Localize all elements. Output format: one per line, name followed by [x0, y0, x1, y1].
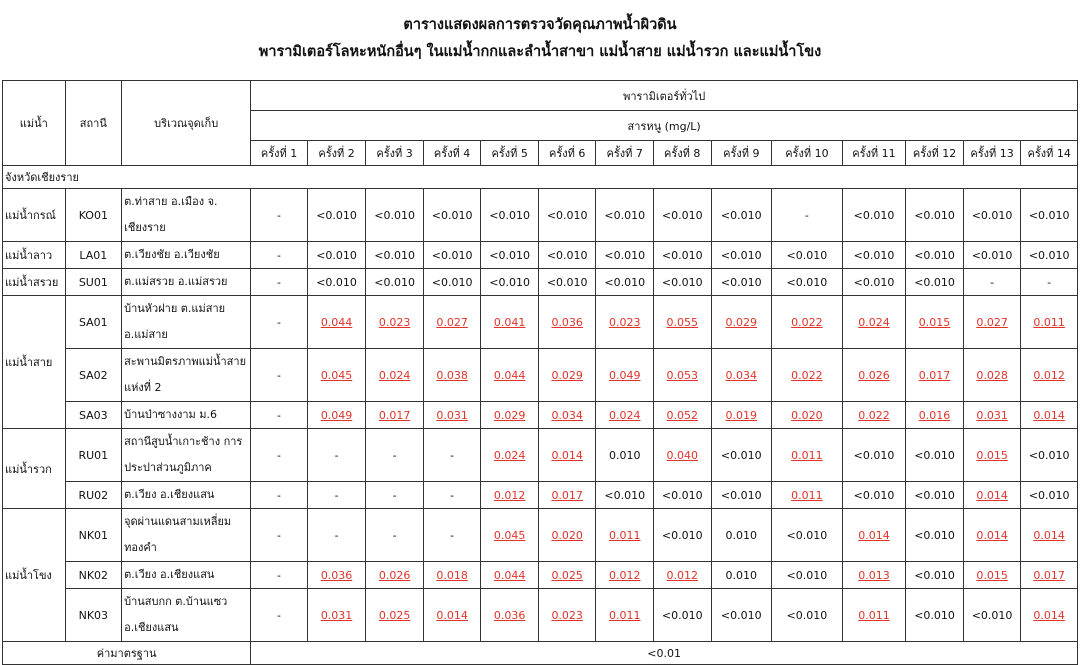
station-location: สะพานมิตรภาพแม่น้ำสายแห่งที่ 2 [122, 349, 251, 402]
header-round-10: ครั้งที่ 10 [772, 141, 843, 166]
value-cell: <0.010 [772, 509, 843, 562]
value-cell: 0.014 [423, 589, 481, 642]
value-cell: 0.026 [366, 562, 424, 589]
value-cell: 0.015 [906, 296, 964, 349]
station-code: NK03 [65, 589, 122, 642]
value-cell: <0.010 [842, 242, 906, 269]
station-location: จุดผ่านแดนสามเหลี่ยมทองคำ [122, 509, 251, 562]
value-cell: <0.010 [711, 269, 772, 296]
value-cell: <0.010 [423, 269, 481, 296]
value-cell: - [251, 269, 308, 296]
value-cell: - [366, 509, 424, 562]
value-cell: 0.011 [1021, 296, 1078, 349]
station-code: KO01 [65, 189, 122, 242]
standard-row [3, 642, 1078, 665]
value-cell: 0.013 [842, 562, 906, 589]
value-cell: 0.011 [772, 482, 843, 509]
value-cell: <0.010 [481, 269, 539, 296]
river-name: แม่น้ำกรณ์ [3, 189, 66, 242]
station-location: ต.เวียงชัย อ.เวียงชัย [122, 242, 251, 269]
province-label: จังหวัดเชียงราย [3, 166, 1078, 189]
value-cell: <0.010 [596, 242, 654, 269]
station-code: NK02 [65, 562, 122, 589]
value-cell: <0.010 [842, 429, 906, 482]
value-cell: 0.044 [481, 349, 539, 402]
value-cell: <0.010 [481, 189, 539, 242]
value-cell: <0.010 [596, 189, 654, 242]
value-cell: <0.010 [772, 589, 843, 642]
header-general-params: พารามิเตอร์ทั่วไป [251, 81, 1078, 111]
value-cell: 0.014 [538, 429, 596, 482]
value-cell: <0.010 [711, 189, 772, 242]
value-cell: - [251, 562, 308, 589]
value-cell: - [251, 349, 308, 402]
value-cell: 0.012 [596, 562, 654, 589]
value-cell: - [307, 509, 366, 562]
value-cell: <0.010 [711, 242, 772, 269]
value-cell: <0.010 [842, 189, 906, 242]
value-cell: 0.011 [772, 429, 843, 482]
table-row [3, 296, 1078, 349]
header-round-9: ครั้งที่ 9 [711, 141, 772, 166]
river-name: แม่น้ำสาย [3, 296, 66, 429]
value-cell: <0.010 [596, 269, 654, 296]
value-cell: <0.010 [538, 269, 596, 296]
value-cell: 0.044 [481, 562, 539, 589]
value-cell: 0.014 [1021, 509, 1078, 562]
value-cell: <0.010 [538, 189, 596, 242]
value-cell: 0.031 [423, 402, 481, 429]
value-cell: <0.010 [906, 589, 964, 642]
header-round-4: ครั้งที่ 4 [423, 141, 481, 166]
station-location: ต.เวียง อ.เชียงแสน [122, 562, 251, 589]
value-cell: <0.010 [711, 589, 772, 642]
value-cell: 0.023 [366, 296, 424, 349]
value-cell: <0.010 [711, 482, 772, 509]
value-cell: <0.010 [653, 242, 711, 269]
value-cell: - [423, 429, 481, 482]
value-cell: 0.010 [711, 562, 772, 589]
river-name: แม่น้ำโขง [3, 509, 66, 642]
value-cell: 0.049 [596, 349, 654, 402]
value-cell: 0.014 [963, 482, 1021, 509]
value-cell: <0.010 [653, 509, 711, 562]
river-name: แม่น้ำรวก [3, 429, 66, 509]
value-cell: 0.024 [842, 296, 906, 349]
value-cell: - [251, 296, 308, 349]
value-cell: <0.010 [906, 509, 964, 562]
value-cell: <0.010 [842, 269, 906, 296]
river-name: แม่น้ำลาว [3, 242, 66, 269]
value-cell: 0.053 [653, 349, 711, 402]
station-location: สถานีสูบน้ำเกาะช้าง การประปาส่วนภูมิภาค [122, 429, 251, 482]
standard-label: ค่ามาตรฐาน [3, 642, 251, 665]
value-cell: 0.011 [842, 589, 906, 642]
header-river: แม่น้ำ [3, 81, 66, 166]
station-code: SA02 [65, 349, 122, 402]
value-cell: 0.014 [1021, 589, 1078, 642]
value-cell: - [963, 269, 1021, 296]
value-cell: <0.010 [653, 189, 711, 242]
value-cell: - [423, 482, 481, 509]
value-cell: 0.026 [842, 349, 906, 402]
value-cell: <0.010 [538, 242, 596, 269]
value-cell: 0.036 [307, 562, 366, 589]
value-cell: <0.010 [596, 482, 654, 509]
value-cell: <0.010 [653, 589, 711, 642]
value-cell: <0.010 [366, 189, 424, 242]
value-cell: 0.055 [653, 296, 711, 349]
header-round-7: ครั้งที่ 7 [596, 141, 654, 166]
value-cell: 0.024 [596, 402, 654, 429]
value-cell: 0.022 [772, 296, 843, 349]
value-cell: - [423, 509, 481, 562]
standard-value: <0.01 [251, 642, 1078, 665]
value-cell: 0.040 [653, 429, 711, 482]
value-cell: - [251, 482, 308, 509]
value-cell: 0.031 [307, 589, 366, 642]
station-code: SU01 [65, 269, 122, 296]
value-cell: <0.010 [906, 189, 964, 242]
value-cell: 0.029 [538, 349, 596, 402]
value-cell: <0.010 [772, 242, 843, 269]
table-title-line-1: ตารางแสดงผลการตรวจวัดคุณภาพน้ำผิวดิน [403, 17, 677, 33]
value-cell: <0.010 [481, 242, 539, 269]
value-cell: <0.010 [307, 242, 366, 269]
header-location: บริเวณจุดเก็บ [122, 81, 251, 166]
value-cell: - [307, 482, 366, 509]
value-cell: 0.012 [653, 562, 711, 589]
value-cell: <0.010 [1021, 429, 1078, 482]
value-cell: 0.018 [423, 562, 481, 589]
station-code: SA01 [65, 296, 122, 349]
value-cell: 0.015 [963, 429, 1021, 482]
value-cell: - [772, 189, 843, 242]
table-row [3, 509, 1078, 562]
value-cell: 0.034 [711, 349, 772, 402]
value-cell: - [366, 482, 424, 509]
value-cell: - [251, 189, 308, 242]
value-cell: 0.022 [772, 349, 843, 402]
value-cell: 0.012 [1021, 349, 1078, 402]
value-cell: - [366, 429, 424, 482]
value-cell: - [251, 242, 308, 269]
value-cell: 0.019 [711, 402, 772, 429]
value-cell: 0.011 [596, 509, 654, 562]
value-cell: 0.015 [963, 562, 1021, 589]
table-row [3, 402, 1078, 429]
value-cell: 0.031 [963, 402, 1021, 429]
value-cell: <0.010 [963, 242, 1021, 269]
station-location: ต.แม่สรวย อ.แม่สรวย [122, 269, 251, 296]
value-cell: <0.010 [906, 242, 964, 269]
table-row [3, 589, 1078, 642]
value-cell: 0.027 [963, 296, 1021, 349]
value-cell: <0.010 [653, 269, 711, 296]
header-station: สถานี [65, 81, 122, 166]
value-cell: 0.029 [481, 402, 539, 429]
value-cell: 0.014 [842, 509, 906, 562]
table-row [3, 349, 1078, 402]
value-cell: <0.010 [1021, 189, 1078, 242]
value-cell: 0.020 [538, 509, 596, 562]
value-cell: 0.017 [1021, 562, 1078, 589]
value-cell: - [1021, 269, 1078, 296]
header-round-1: ครั้งที่ 1 [251, 141, 308, 166]
value-cell: 0.016 [906, 402, 964, 429]
station-location: ต.ท่าสาย อ.เมือง จ. เชียงราย [122, 189, 251, 242]
station-code: SA03 [65, 402, 122, 429]
value-cell: <0.010 [906, 269, 964, 296]
value-cell: - [251, 589, 308, 642]
value-cell: <0.010 [772, 562, 843, 589]
value-cell: - [251, 402, 308, 429]
value-cell: 0.011 [596, 589, 654, 642]
value-cell: <0.010 [423, 189, 481, 242]
value-cell: 0.023 [596, 296, 654, 349]
value-cell: 0.049 [307, 402, 366, 429]
value-cell: <0.010 [772, 269, 843, 296]
header-round-3: ครั้งที่ 3 [366, 141, 424, 166]
value-cell: 0.024 [366, 349, 424, 402]
header-round-8: ครั้งที่ 8 [653, 141, 711, 166]
header-round-2: ครั้งที่ 2 [307, 141, 366, 166]
value-cell: 0.041 [481, 296, 539, 349]
value-cell: 0.014 [1021, 402, 1078, 429]
header-round-13: ครั้งที่ 13 [963, 141, 1021, 166]
value-cell: 0.017 [538, 482, 596, 509]
value-cell: 0.014 [963, 509, 1021, 562]
header-round-12: ครั้งที่ 12 [906, 141, 964, 166]
header-round-5: ครั้งที่ 5 [481, 141, 539, 166]
value-cell: 0.052 [653, 402, 711, 429]
value-cell: <0.010 [906, 429, 964, 482]
value-cell: <0.010 [307, 189, 366, 242]
value-cell: 0.029 [711, 296, 772, 349]
station-code: NK01 [65, 509, 122, 562]
station-code: RU01 [65, 429, 122, 482]
value-cell: 0.034 [538, 402, 596, 429]
table-title-line-2: พารามิเตอร์โลหะหนักอื่นๆ ในแม่น้ำกกและลำน้ำสาขา แม่น้ำสาย แม่น้ำรวก และแม่น้ำโขง [258, 44, 822, 60]
value-cell: 0.022 [842, 402, 906, 429]
value-cell: <0.010 [906, 482, 964, 509]
value-cell: 0.017 [366, 402, 424, 429]
value-cell: 0.036 [481, 589, 539, 642]
value-cell: <0.010 [423, 242, 481, 269]
table-row [3, 482, 1078, 509]
value-cell: <0.010 [366, 242, 424, 269]
river-name: แม่น้ำสรวย [3, 269, 66, 296]
value-cell: 0.044 [307, 296, 366, 349]
station-code: RU02 [65, 482, 122, 509]
value-cell: <0.010 [906, 562, 964, 589]
value-cell: 0.025 [538, 562, 596, 589]
value-cell: 0.027 [423, 296, 481, 349]
value-cell: 0.012 [481, 482, 539, 509]
header-parameter: สารหนู (mg/L) [251, 111, 1078, 141]
header-round-6: ครั้งที่ 6 [538, 141, 596, 166]
value-cell: 0.024 [481, 429, 539, 482]
value-cell: <0.010 [307, 269, 366, 296]
value-cell: - [251, 429, 308, 482]
value-cell: 0.028 [963, 349, 1021, 402]
table-row [3, 429, 1078, 482]
value-cell: 0.010 [711, 509, 772, 562]
value-cell: 0.038 [423, 349, 481, 402]
table-row [3, 562, 1078, 589]
value-cell: - [251, 509, 308, 562]
value-cell: <0.010 [963, 189, 1021, 242]
station-location: ต.เวียง อ.เชียงแสน [122, 482, 251, 509]
header-round-14: ครั้งที่ 14 [1021, 141, 1078, 166]
station-location: บ้านสบกก ต.บ้านแซว อ.เชียงแสน [122, 589, 251, 642]
province-row [3, 166, 1078, 189]
value-cell: 0.025 [366, 589, 424, 642]
arsenic-results-table [2, 80, 1078, 665]
value-cell: <0.010 [711, 429, 772, 482]
table-row [3, 269, 1078, 296]
value-cell: <0.010 [842, 482, 906, 509]
value-cell: 0.010 [596, 429, 654, 482]
value-cell: - [307, 429, 366, 482]
value-cell: <0.010 [653, 482, 711, 509]
value-cell: <0.010 [1021, 242, 1078, 269]
station-code: LA01 [65, 242, 122, 269]
value-cell: <0.010 [1021, 482, 1078, 509]
header-round-11: ครั้งที่ 11 [842, 141, 906, 166]
value-cell: <0.010 [963, 589, 1021, 642]
station-location: บ้านป่าซางงาม ม.6 [122, 402, 251, 429]
value-cell: 0.023 [538, 589, 596, 642]
value-cell: 0.017 [906, 349, 964, 402]
table-row [3, 242, 1078, 269]
value-cell: <0.010 [366, 269, 424, 296]
value-cell: 0.045 [307, 349, 366, 402]
station-location: บ้านหัวฝาย ต.แม่สาย อ.แม่สาย [122, 296, 251, 349]
table-row [3, 189, 1078, 242]
value-cell: 0.036 [538, 296, 596, 349]
value-cell: 0.020 [772, 402, 843, 429]
value-cell: 0.045 [481, 509, 539, 562]
